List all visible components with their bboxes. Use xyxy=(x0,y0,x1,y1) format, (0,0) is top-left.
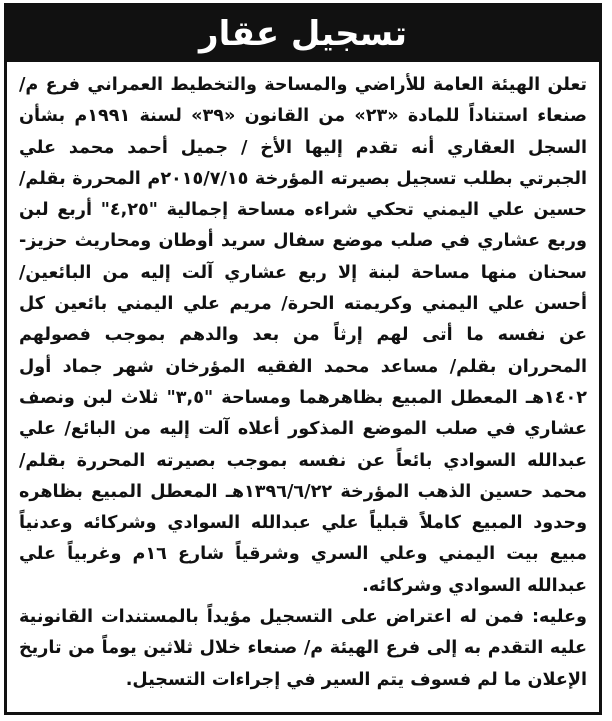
notice-paragraph-main: تعلن الهيئة العامة للأراضي والمساحة والتخطيط العمراني فرع م/ صنعاء استناداً للمادة «٢٣» من القانون «٣٩» لسنة ١٩٩١م بشأن السجل العقاري أنه تقدم إليها الأخ / جميل أحمد محمد علي الجبرتي بطلب تسجيل بصيرته المؤرخة ٢٠١٥/٧/١٥م المحررة بقلم/ حسين علي اليمني تحكي شراءه مساحة إجمالية "٤,٢٥" أربع لبن وربع عشاري في صلب موضع سفال سريد أوطان ومحاريث حزيز- سحنان منها مساحة لبنة إلا ربع عشاري آلت إليه من البائعين/ أحسن علي اليمني وكريمته الحرة/ مريم علي اليمني بائعين كل عن نفسه ما أتى لهم إرثاً من بعد والدهم بموجب فصولهم المحرران بقلم/ مساعد محمد الفقيه المؤرخان شهر جماد أول ١٤٠٢هـ المعطل المبيع بظاهرهما ومساحة "٣,٥" ثلاث لبن ونصف عشاري في صلب الموضع المذكور أعلاه آلت إليه من البائع/ علي عبدالله السوادي بائعاً عن نفسه بموجب بصيرته المحررة بقلم/ محمد حسين الذهب المؤرخة ١٣٩٦/٦/٢٢هـ المعطل المبيع بظاهره وحدود المبيع كاملاً قبلياً علي عبدالله السوادي وشركائه وعدنياً مبيع بيت اليمني وعلي السري وشرقياً شارع ١٦م وغربياً علي عبدالله السوادي وشركائه. xyxy=(19,75,588,596)
notice-body xyxy=(7,62,599,696)
title-bar xyxy=(7,6,599,62)
notice-title: تسجيل عقار xyxy=(199,14,407,54)
property-registration-notice xyxy=(4,3,602,715)
notice-paragraph-objection: وعليه: فمن له اعتراض على التسجيل مؤيداً بالمستندات القانونية عليه التقدم به إلى فرع الهيئة م/ صنعاء خلال ثلاثين يوماً من تاريخ الإعلان ما لم فسوف يتم السير في إجراءات التسجيل. xyxy=(19,607,587,690)
